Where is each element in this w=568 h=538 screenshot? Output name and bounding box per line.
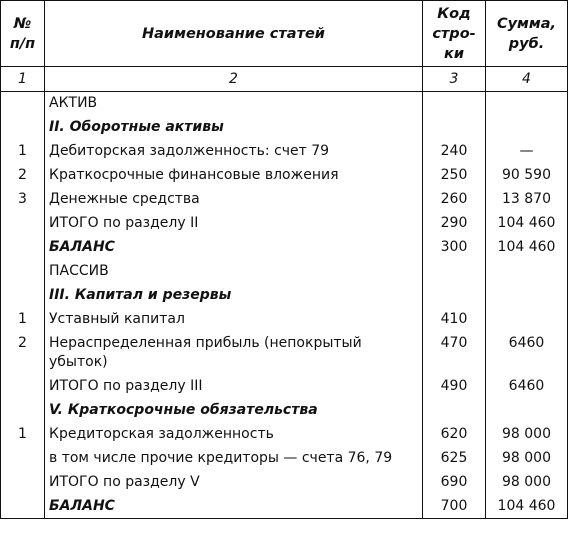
row-name-cell: V. Краткосрочные обязательства xyxy=(45,398,423,422)
table-row xyxy=(1,163,568,187)
row-number-cell xyxy=(1,259,45,283)
row-code-cell xyxy=(423,259,486,283)
row-number-cell xyxy=(1,115,45,139)
row-amount-cell: 104 460 xyxy=(486,494,568,519)
row-amount-cell: 104 460 xyxy=(486,211,568,235)
table-row xyxy=(1,331,568,374)
row-code-cell: 620 xyxy=(423,422,486,446)
header-col-amount: Сумма, руб. xyxy=(486,1,568,67)
column-number: 3 xyxy=(423,67,486,92)
row-number-cell xyxy=(1,470,45,494)
table-row xyxy=(1,187,568,211)
row-code-cell: 690 xyxy=(423,470,486,494)
row-name-cell: Краткосрочные финансовые вложения xyxy=(45,163,423,187)
row-amount-cell: 98 000 xyxy=(486,446,568,470)
row-code-cell: 300 xyxy=(423,235,486,259)
row-amount-cell: 98 000 xyxy=(486,470,568,494)
row-code-cell xyxy=(423,115,486,139)
row-amount-cell xyxy=(486,92,568,116)
table-row xyxy=(1,235,568,259)
row-name-cell: ИТОГО по разделу V xyxy=(45,470,423,494)
row-code-cell xyxy=(423,283,486,307)
table-header xyxy=(1,1,568,92)
row-amount-cell: 6460 xyxy=(486,331,568,374)
row-name-cell: III. Капитал и резервы xyxy=(45,283,423,307)
row-number-cell xyxy=(1,446,45,470)
column-number: 4 xyxy=(486,67,568,92)
row-code-cell: 490 xyxy=(423,374,486,398)
row-number-cell xyxy=(1,92,45,116)
row-amount-cell: 6460 xyxy=(486,374,568,398)
column-number-row xyxy=(1,67,568,92)
row-code-cell: 290 xyxy=(423,211,486,235)
row-amount-cell: 98 000 xyxy=(486,422,568,446)
table-row xyxy=(1,398,568,422)
row-name-cell: II. Оборотные активы xyxy=(45,115,423,139)
row-number-cell xyxy=(1,235,45,259)
row-number-cell: 1 xyxy=(1,139,45,163)
table-row xyxy=(1,422,568,446)
table-body xyxy=(1,92,568,519)
table-row xyxy=(1,283,568,307)
table-row xyxy=(1,92,568,116)
table-row xyxy=(1,259,568,283)
column-number: 1 xyxy=(1,67,45,92)
row-number-cell: 1 xyxy=(1,307,45,331)
row-code-cell: 700 xyxy=(423,494,486,519)
row-number-cell: 2 xyxy=(1,163,45,187)
row-name-cell: Уставный капитал xyxy=(45,307,423,331)
table-row xyxy=(1,470,568,494)
header-col-no: № п/п xyxy=(1,1,45,67)
row-amount-cell xyxy=(486,115,568,139)
table-row xyxy=(1,115,568,139)
row-number-cell xyxy=(1,211,45,235)
column-number: 2 xyxy=(45,67,423,92)
row-amount-cell: 90 590 xyxy=(486,163,568,187)
table-row xyxy=(1,139,568,163)
row-name-cell: ИТОГО по разделу III xyxy=(45,374,423,398)
header-col-name: Наименование статей xyxy=(45,1,423,67)
row-number-cell: 1 xyxy=(1,422,45,446)
row-code-cell xyxy=(423,92,486,116)
row-name-cell: ИТОГО по разделу II xyxy=(45,211,423,235)
row-amount-cell xyxy=(486,307,568,331)
row-code-cell: 410 xyxy=(423,307,486,331)
row-code-cell: 240 xyxy=(423,139,486,163)
row-name-cell: БАЛАНС xyxy=(45,235,423,259)
row-name-cell: Кредиторская задолженность xyxy=(45,422,423,446)
table-row xyxy=(1,494,568,519)
row-amount-cell xyxy=(486,259,568,283)
table-row xyxy=(1,446,568,470)
row-code-cell: 470 xyxy=(423,331,486,374)
row-number-cell xyxy=(1,398,45,422)
row-code-cell xyxy=(423,398,486,422)
row-number-cell xyxy=(1,494,45,519)
row-code-cell: 250 xyxy=(423,163,486,187)
row-amount-cell: — xyxy=(486,139,568,163)
row-name-cell: в том числе прочие кредиторы — счета 76, 79 xyxy=(45,446,423,470)
row-number-cell xyxy=(1,374,45,398)
row-amount-cell: 13 870 xyxy=(486,187,568,211)
row-code-cell: 625 xyxy=(423,446,486,470)
row-amount-cell: 104 460 xyxy=(486,235,568,259)
row-name-cell: Дебиторская задолженность: счет 79 xyxy=(45,139,423,163)
row-code-cell: 260 xyxy=(423,187,486,211)
row-name-cell: Нераспределенная прибыль (непокрытый убыток) xyxy=(45,331,423,374)
table-row xyxy=(1,307,568,331)
row-amount-cell xyxy=(486,398,568,422)
row-name-cell: ПАССИВ xyxy=(45,259,423,283)
row-number-cell xyxy=(1,283,45,307)
row-name-cell: АКТИВ xyxy=(45,92,423,116)
row-number-cell: 3 xyxy=(1,187,45,211)
row-name-cell: БАЛАНС xyxy=(45,494,423,519)
table-row xyxy=(1,374,568,398)
row-number-cell: 2 xyxy=(1,331,45,374)
table-row xyxy=(1,211,568,235)
row-amount-cell xyxy=(486,283,568,307)
header-col-code: Код стро- ки xyxy=(423,1,486,67)
row-name-cell: Денежные средства xyxy=(45,187,423,211)
